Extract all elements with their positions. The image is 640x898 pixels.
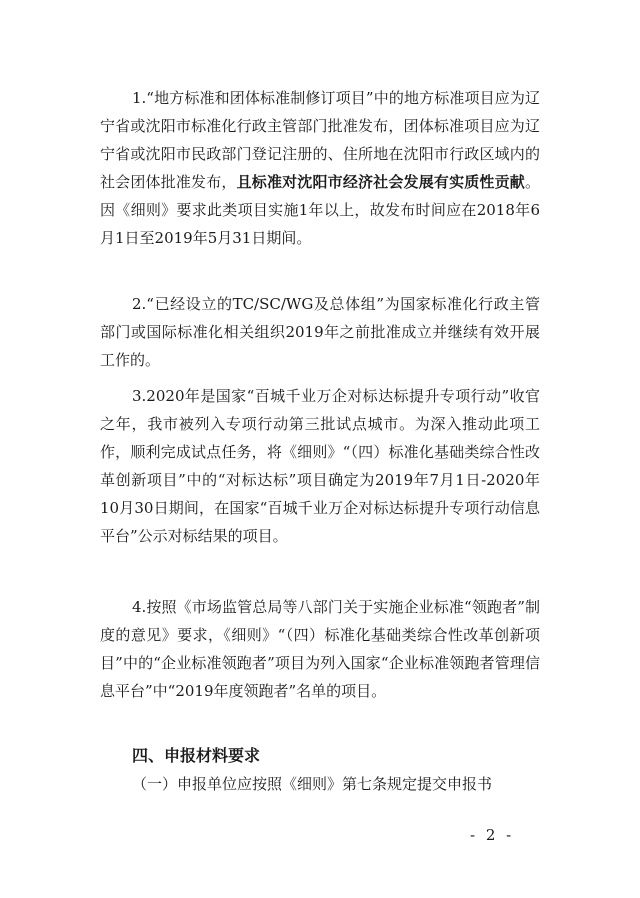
paragraph-1-emphasis: 且标准对沈阳市经济社会发展有实质性贡献 xyxy=(236,173,525,191)
paragraph-1-text: 1.“地方标准和团体标准制修订项目”中的地方标准项目应为辽宁省或沈阳市标准化行政主管部门批准发布，团体标准项目应为辽宁省或沈阳市民政部门登记注册的、住所地在沈阳市行政区域内的社会团体批准发布， xyxy=(100,89,540,191)
paragraph-2: 2.“已经设立的TC/SC/WG及总体组”为国家标准化行政主管部门或国际标准化相关组织2019年之前批准成立并继续有效开展工作的。 xyxy=(100,295,540,369)
paragraph-4: 4.按照《市场监管总局等八部门关于实施企业标准“领跑者”制度的意见》要求，《细则》“（四）标准化基础类综合性改革创新项目”中的“企业标准领跑者”项目为列入国家“企业标准领跑者管理信息平台”中“2019年度领跑者”名单的项目。 xyxy=(100,598,540,700)
page-number: - 2 - xyxy=(470,826,515,844)
section-heading: 四、申报材料要求 xyxy=(132,746,261,765)
paragraph-3: 3.2020年是国家“百城千业万企对标达标提升专项行动”收官之年，我市被列入专项行动第三批试点城市。为深入推动此项工作，顺利完成试点任务，将《细则》“（四）标准化基础类综合性改革创新项目”中的“对标达标”项目确定为2019年7月1日-2020年10月30日期间，在国家“百城千业万企对标达标提升专项行动信息平台”公示对标结果的项目。 xyxy=(100,387,540,545)
paragraph-5: （一）申报单位应按照《细则》第七条规定提交申报书 xyxy=(132,775,493,793)
paragraph-1 xyxy=(100,84,540,252)
paragraph-1-tail: 。因《细则》要求此类项目实施1年以上，故发布时间应在2018年6月1日至2019年5月31日期间。 xyxy=(100,173,540,247)
